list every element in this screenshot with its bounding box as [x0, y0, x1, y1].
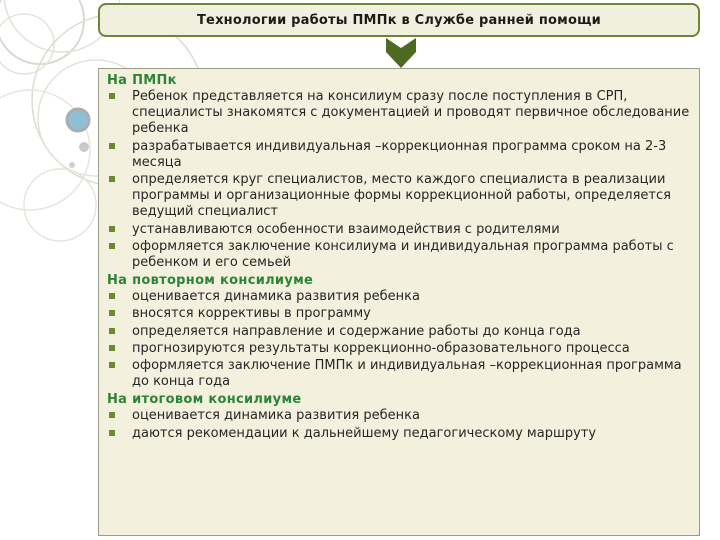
bullet-icon	[109, 310, 115, 316]
section-heading: На повторном консилиуме	[107, 273, 314, 289]
list-item	[107, 239, 691, 271]
list-item	[107, 172, 691, 221]
bullet-icon	[109, 293, 115, 299]
list-item	[107, 306, 691, 322]
list-item-text: оформляется заключение ПМПк и индивидуальная –коррекционная программа до конца года	[132, 358, 682, 390]
section-heading: На итоговом консилиуме	[107, 392, 302, 408]
list-item-text: оценивается динамика развития ребенка	[132, 408, 420, 424]
bullet-icon	[109, 362, 115, 368]
list-item-text: определяется круг специалистов, место каждого специалиста в реализации программы и организационные формы коррекционной работы, определяется ведущий специалист	[132, 172, 671, 220]
bullet-icon	[109, 430, 115, 436]
list-item-text: разрабатывается индивидуальная –коррекционная программа сроком на 2-3 месяца	[132, 138, 667, 170]
content-panel	[98, 68, 700, 536]
bullet-list	[107, 289, 691, 390]
section-initial	[107, 72, 691, 271]
bullet-icon	[109, 143, 115, 149]
list-item-text: даются рекомендации к дальнейшему педагогическому маршруту	[132, 425, 597, 441]
list-item	[107, 358, 691, 390]
list-item	[107, 341, 691, 357]
bullet-icon	[109, 345, 115, 351]
list-item	[107, 408, 691, 424]
list-item	[107, 89, 691, 138]
section-heading: На ПМПк	[107, 73, 177, 88]
bullet-list	[107, 89, 691, 271]
bullet-icon	[109, 226, 115, 232]
list-item-text: вносятся коррективы в программу	[132, 306, 371, 322]
bullet-icon	[109, 176, 115, 182]
list-item	[107, 222, 691, 238]
list-item	[107, 139, 691, 171]
bullet-icon	[109, 412, 115, 418]
list-item-text: прогнозируются результаты коррекционно-образовательного процесса	[132, 340, 630, 356]
bullet-icon	[109, 243, 115, 249]
section-repeat	[107, 272, 691, 390]
list-item-text: Ребенок представляется на консилиум сразу после поступления в СРП, специалисты знакомятся с документацией и проводят первичное обследование ребенка	[132, 89, 690, 137]
list-item-text: оценивается динамика развития ребенка	[132, 289, 420, 305]
list-item	[107, 426, 691, 442]
section-final	[107, 391, 691, 441]
list-item	[107, 324, 691, 340]
list-item	[107, 289, 691, 305]
list-item-text: определяется направление и содержание работы до конца года	[132, 323, 581, 339]
bullet-icon	[109, 328, 115, 334]
list-item-text: устанавливаются особенности взаимодействия с родителями	[132, 221, 560, 237]
list-item-text: оформляется заключение консилиума и индивидуальная программа работы с ребенком и его семьей	[132, 238, 674, 271]
bullet-icon	[109, 93, 115, 99]
bullet-list	[107, 408, 691, 441]
page-title: Технологии работы ПМПк в Службе ранней помощи	[98, 3, 700, 37]
chevron-down-icon	[383, 38, 419, 70]
